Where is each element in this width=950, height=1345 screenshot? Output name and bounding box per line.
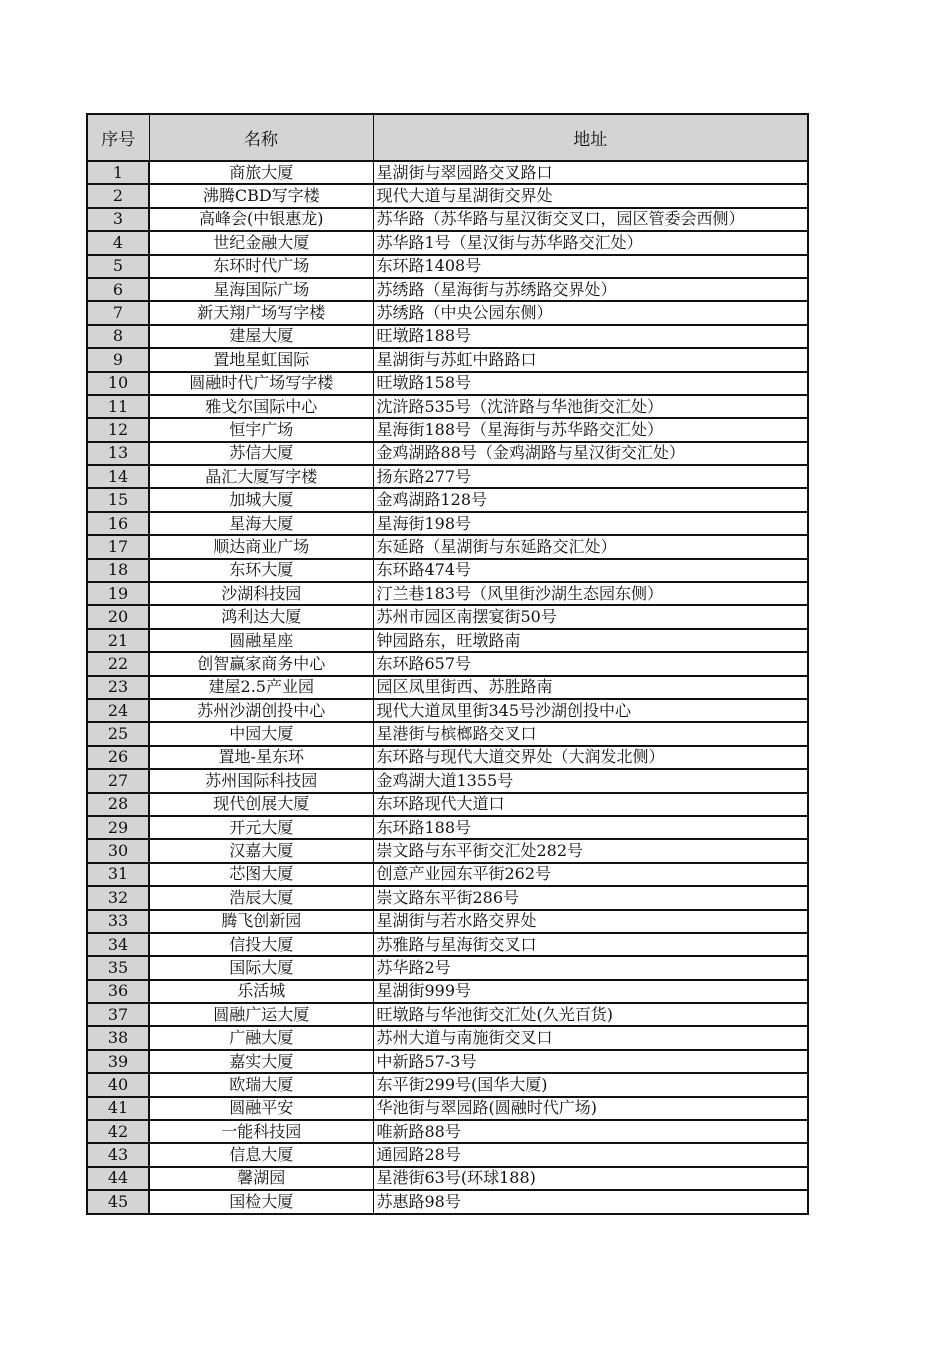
- building-name-cell: 一能科技园: [149, 1120, 373, 1143]
- building-name-cell: 信投大厦: [149, 933, 373, 956]
- table-row: [87, 348, 808, 371]
- table-row: [87, 488, 808, 511]
- row-index-cell: 28: [87, 793, 149, 816]
- building-name-cell: 芯图大厦: [149, 863, 373, 886]
- building-name-cell: 腾飞创新园: [149, 910, 373, 933]
- building-name-cell: 世纪金融大厦: [149, 231, 373, 254]
- address-cell: 旺墩路188号: [373, 325, 808, 348]
- address-cell: 东环路1408号: [373, 255, 808, 278]
- building-name-cell: 苏信大厦: [149, 442, 373, 465]
- address-cell: 苏绣路（中央公园东侧）: [373, 301, 808, 324]
- address-cell: 通园路28号: [373, 1143, 808, 1166]
- row-index-cell: 12: [87, 418, 149, 441]
- address-cell: 星湖街与若水路交界处: [373, 910, 808, 933]
- building-name-cell: 国际大厦: [149, 956, 373, 979]
- row-index-cell: 32: [87, 886, 149, 909]
- table-row: [87, 372, 808, 395]
- table-row: [87, 255, 808, 278]
- building-name-cell: 苏州沙湖创投中心: [149, 699, 373, 722]
- row-index-cell: 3: [87, 208, 149, 231]
- table-row: [87, 629, 808, 652]
- table-row: [87, 769, 808, 792]
- row-index-cell: 40: [87, 1073, 149, 1096]
- row-index-cell: 27: [87, 769, 149, 792]
- address-cell: 扬东路277号: [373, 465, 808, 488]
- row-index-cell: 24: [87, 699, 149, 722]
- row-index-cell: 16: [87, 512, 149, 535]
- row-index-cell: 9: [87, 348, 149, 371]
- address-cell: 苏华路（苏华路与星汉街交叉口，园区管委会西侧）: [373, 208, 808, 231]
- header-index: 序号: [87, 114, 149, 161]
- building-name-cell: 嘉实大厦: [149, 1050, 373, 1073]
- row-index-cell: 22: [87, 652, 149, 675]
- table-row: [87, 231, 808, 254]
- row-index-cell: 35: [87, 956, 149, 979]
- table-row: [87, 886, 808, 909]
- row-index-cell: 26: [87, 746, 149, 769]
- building-name-cell: 苏州国际科技园: [149, 769, 373, 792]
- address-cell: 沈浒路535号（沈浒路与华池街交汇处）: [373, 395, 808, 418]
- building-name-cell: 沸腾CBD写字楼: [149, 184, 373, 207]
- building-name-cell: 信息大厦: [149, 1143, 373, 1166]
- table-row: [87, 1143, 808, 1166]
- table-row: [87, 910, 808, 933]
- address-cell: 汀兰巷183号（风里街沙湖生态园东侧）: [373, 582, 808, 605]
- address-cell: 崇文路与东平街交汇处282号: [373, 839, 808, 862]
- row-index-cell: 13: [87, 442, 149, 465]
- table-row: [87, 1003, 808, 1026]
- address-cell: 金鸡湖路88号（金鸡湖路与星汉街交汇处）: [373, 442, 808, 465]
- address-cell: 东环路与现代大道交界处（大润发北侧）: [373, 746, 808, 769]
- row-index-cell: 42: [87, 1120, 149, 1143]
- row-index-cell: 14: [87, 465, 149, 488]
- building-name-cell: 广融大厦: [149, 1026, 373, 1049]
- table-row: [87, 465, 808, 488]
- address-cell: 东平街299号(国华大厦): [373, 1073, 808, 1096]
- table-row: [87, 1073, 808, 1096]
- building-name-cell: 东环时代广场: [149, 255, 373, 278]
- row-index-cell: 30: [87, 839, 149, 862]
- table-row: [87, 301, 808, 324]
- address-cell: 创意产业园东平街262号: [373, 863, 808, 886]
- row-index-cell: 7: [87, 301, 149, 324]
- address-cell: 东环路474号: [373, 559, 808, 582]
- building-name-cell: 创智赢家商务中心: [149, 652, 373, 675]
- row-index-cell: 21: [87, 629, 149, 652]
- row-index-cell: 43: [87, 1143, 149, 1166]
- address-cell: 星海街188号（星海街与苏华路交汇处）: [373, 418, 808, 441]
- address-cell: 唯新路88号: [373, 1120, 808, 1143]
- building-name-cell: 圆融广运大厦: [149, 1003, 373, 1026]
- building-name-cell: 馨湖园: [149, 1167, 373, 1190]
- building-name-cell: 圆融时代广场写字楼: [149, 372, 373, 395]
- row-index-cell: 41: [87, 1097, 149, 1120]
- row-index-cell: 10: [87, 372, 149, 395]
- table-row: [87, 325, 808, 348]
- table-row: [87, 535, 808, 558]
- table-row: [87, 1097, 808, 1120]
- row-index-cell: 8: [87, 325, 149, 348]
- address-cell: 苏绣路（星海街与苏绣路交界处）: [373, 278, 808, 301]
- address-cell: 现代大道与星湖街交界处: [373, 184, 808, 207]
- table-row: [87, 512, 808, 535]
- table-row: [87, 1026, 808, 1049]
- building-name-cell: 沙湖科技园: [149, 582, 373, 605]
- building-name-cell: 星海大厦: [149, 512, 373, 535]
- table-row: [87, 933, 808, 956]
- table-row: [87, 746, 808, 769]
- address-cell: 星港街与槟榔路交叉口: [373, 722, 808, 745]
- row-index-cell: 45: [87, 1190, 149, 1213]
- row-index-cell: 25: [87, 722, 149, 745]
- table-row: [87, 1167, 808, 1190]
- address-cell: 苏惠路98号: [373, 1190, 808, 1213]
- table-row: [87, 839, 808, 862]
- row-index-cell: 4: [87, 231, 149, 254]
- table-row: [87, 582, 808, 605]
- address-cell: 东环路现代大道口: [373, 793, 808, 816]
- address-cell: 旺墩路与华池街交汇处(久光百货): [373, 1003, 808, 1026]
- table-row: [87, 676, 808, 699]
- row-index-cell: 34: [87, 933, 149, 956]
- row-index-cell: 39: [87, 1050, 149, 1073]
- building-name-cell: 圆融星座: [149, 629, 373, 652]
- building-name-cell: 东环大厦: [149, 559, 373, 582]
- address-cell: 星海街198号: [373, 512, 808, 535]
- address-cell: 苏华路1号（星汉街与苏华路交汇处）: [373, 231, 808, 254]
- table-row: [87, 208, 808, 231]
- table-body: [87, 161, 808, 1214]
- row-index-cell: 19: [87, 582, 149, 605]
- table-row: [87, 956, 808, 979]
- building-name-cell: 加城大厦: [149, 488, 373, 511]
- address-cell: 现代大道凤里街345号沙湖创投中心: [373, 699, 808, 722]
- table-row: [87, 1190, 808, 1213]
- table-row: [87, 184, 808, 207]
- table-row: [87, 605, 808, 628]
- table-row: [87, 1120, 808, 1143]
- row-index-cell: 15: [87, 488, 149, 511]
- building-name-cell: 高峰会(中银惠龙): [149, 208, 373, 231]
- table-row: [87, 278, 808, 301]
- row-index-cell: 33: [87, 910, 149, 933]
- address-cell: 东环路188号: [373, 816, 808, 839]
- table-row: [87, 793, 808, 816]
- row-index-cell: 5: [87, 255, 149, 278]
- table-row: [87, 980, 808, 1003]
- address-cell: 星湖街与苏虹中路路口: [373, 348, 808, 371]
- address-cell: 金鸡湖路128号: [373, 488, 808, 511]
- header-address: 地址: [373, 114, 808, 161]
- table-row: [87, 863, 808, 886]
- table-row: [87, 161, 808, 184]
- building-name-cell: 浩辰大厦: [149, 886, 373, 909]
- row-index-cell: 37: [87, 1003, 149, 1026]
- row-index-cell: 2: [87, 184, 149, 207]
- building-address-table: [86, 113, 809, 1215]
- table-row: [87, 442, 808, 465]
- table-row: [87, 418, 808, 441]
- building-name-cell: 建屋2.5产业园: [149, 676, 373, 699]
- address-cell: 苏雅路与星海街交叉口: [373, 933, 808, 956]
- building-name-cell: 建屋大厦: [149, 325, 373, 348]
- row-index-cell: 6: [87, 278, 149, 301]
- row-index-cell: 20: [87, 605, 149, 628]
- building-name-cell: 乐活城: [149, 980, 373, 1003]
- building-name-cell: 置地-星东环: [149, 746, 373, 769]
- table-row: [87, 816, 808, 839]
- row-index-cell: 18: [87, 559, 149, 582]
- header-row: [87, 114, 808, 161]
- building-name-cell: 鸿利达大厦: [149, 605, 373, 628]
- header-name: 名称: [149, 114, 373, 161]
- address-cell: 东环路657号: [373, 652, 808, 675]
- building-name-cell: 中园大厦: [149, 722, 373, 745]
- address-cell: 星湖街999号: [373, 980, 808, 1003]
- row-index-cell: 29: [87, 816, 149, 839]
- table-row: [87, 722, 808, 745]
- building-name-cell: 开元大厦: [149, 816, 373, 839]
- address-cell: 崇文路东平街286号: [373, 886, 808, 909]
- row-index-cell: 36: [87, 980, 149, 1003]
- table-row: [87, 699, 808, 722]
- address-cell: 中新路57-3号: [373, 1050, 808, 1073]
- row-index-cell: 38: [87, 1026, 149, 1049]
- address-cell: 园区凤里街西、苏胜路南: [373, 676, 808, 699]
- address-cell: 旺墩路158号: [373, 372, 808, 395]
- address-cell: 苏州大道与南施街交叉口: [373, 1026, 808, 1049]
- building-name-cell: 顺达商业广场: [149, 535, 373, 558]
- building-name-cell: 现代创展大厦: [149, 793, 373, 816]
- building-name-cell: 汉嘉大厦: [149, 839, 373, 862]
- address-cell: 苏州市园区南摆宴街50号: [373, 605, 808, 628]
- row-index-cell: 17: [87, 535, 149, 558]
- row-index-cell: 31: [87, 863, 149, 886]
- address-cell: 苏华路2号: [373, 956, 808, 979]
- address-cell: 华池街与翠园路(圆融时代广场): [373, 1097, 808, 1120]
- building-name-cell: 商旅大厦: [149, 161, 373, 184]
- row-index-cell: 1: [87, 161, 149, 184]
- building-name-cell: 置地星虹国际: [149, 348, 373, 371]
- row-index-cell: 23: [87, 676, 149, 699]
- address-cell: 金鸡湖大道1355号: [373, 769, 808, 792]
- building-name-cell: 星海国际广场: [149, 278, 373, 301]
- building-name-cell: 雅戈尔国际中心: [149, 395, 373, 418]
- address-cell: 星港街63号(环球188): [373, 1167, 808, 1190]
- building-name-cell: 晶汇大厦写字楼: [149, 465, 373, 488]
- address-cell: 星湖街与翠园路交叉路口: [373, 161, 808, 184]
- table-row: [87, 559, 808, 582]
- building-name-cell: 欧瑞大厦: [149, 1073, 373, 1096]
- building-name-cell: 新天翔广场写字楼: [149, 301, 373, 324]
- table-row: [87, 1050, 808, 1073]
- address-cell: 东延路（星湖街与东延路交汇处）: [373, 535, 808, 558]
- building-name-cell: 恒宇广场: [149, 418, 373, 441]
- building-name-cell: 圆融平安: [149, 1097, 373, 1120]
- row-index-cell: 44: [87, 1167, 149, 1190]
- table-row: [87, 395, 808, 418]
- address-cell: 钟园路东，旺墩路南: [373, 629, 808, 652]
- building-name-cell: 国检大厦: [149, 1190, 373, 1213]
- row-index-cell: 11: [87, 395, 149, 418]
- table-row: [87, 652, 808, 675]
